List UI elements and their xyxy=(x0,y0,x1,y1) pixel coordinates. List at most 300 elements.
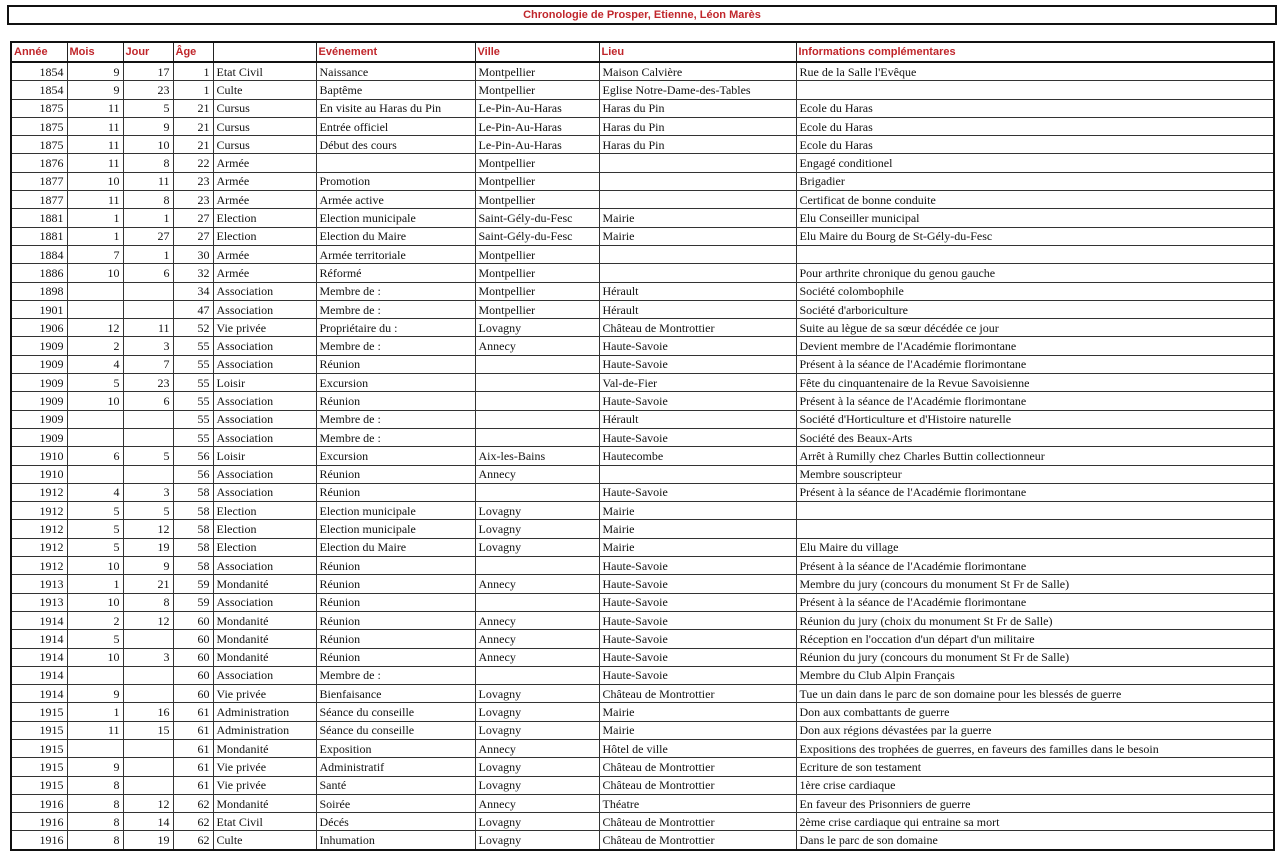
cell-informations: Ecole du Haras xyxy=(796,99,1274,117)
cell-jour xyxy=(123,685,173,703)
cell-jour: 3 xyxy=(123,648,173,666)
cell-annee: 1914 xyxy=(11,630,67,648)
header-mois: Mois xyxy=(67,42,123,62)
cell-ville xyxy=(475,355,599,373)
table-row xyxy=(11,227,1274,245)
cell-mois: 5 xyxy=(67,538,123,556)
cell-age: 21 xyxy=(173,117,213,135)
cell-informations: Elu Maire du Bourg de St-Gély-du-Fesc xyxy=(796,227,1274,245)
cell-annee: 1914 xyxy=(11,666,67,684)
cell-informations: 2ème crise cardiaque qui entraine sa mort xyxy=(796,813,1274,831)
cell-informations: Membre souscripteur xyxy=(796,465,1274,483)
cell-mois: 1 xyxy=(67,703,123,721)
cell-ville xyxy=(475,374,599,392)
cell-age: 58 xyxy=(173,502,213,520)
cell-evenement: Réunion xyxy=(316,630,475,648)
cell-mois: 9 xyxy=(67,81,123,99)
cell-ville: Lovagny xyxy=(475,319,599,337)
cell-age: 55 xyxy=(173,392,213,410)
cell-ville xyxy=(475,410,599,428)
cell-categorie: Mondanité xyxy=(213,611,316,629)
table-row xyxy=(11,557,1274,575)
cell-categorie: Mondanité xyxy=(213,630,316,648)
cell-annee: 1898 xyxy=(11,282,67,300)
cell-informations: Suite au lègue de sa sœur décédée ce jour xyxy=(796,319,1274,337)
cell-age: 61 xyxy=(173,758,213,776)
cell-jour: 12 xyxy=(123,794,173,812)
cell-categorie: Armée xyxy=(213,172,316,190)
cell-categorie: Association xyxy=(213,483,316,501)
cell-evenement: Election municipale xyxy=(316,209,475,227)
cell-evenement: Réunion xyxy=(316,611,475,629)
cell-categorie: Mondanité xyxy=(213,794,316,812)
cell-mois: 1 xyxy=(67,209,123,227)
cell-ville: Montpellier xyxy=(475,245,599,263)
cell-mois: 5 xyxy=(67,630,123,648)
cell-evenement: Réunion xyxy=(316,593,475,611)
cell-evenement: Excursion xyxy=(316,447,475,465)
header-row xyxy=(11,42,1274,62)
cell-informations: Don aux régions dévastées par la guerre xyxy=(796,721,1274,739)
cell-evenement: Armée active xyxy=(316,191,475,209)
cell-lieu: Haute-Savoie xyxy=(599,392,796,410)
cell-ville: Annecy xyxy=(475,611,599,629)
cell-lieu: Haute-Savoie xyxy=(599,648,796,666)
cell-age: 62 xyxy=(173,831,213,850)
cell-lieu xyxy=(599,154,796,172)
table-row xyxy=(11,813,1274,831)
cell-mois: 6 xyxy=(67,447,123,465)
cell-mois: 9 xyxy=(67,758,123,776)
cell-mois: 5 xyxy=(67,374,123,392)
cell-informations xyxy=(796,81,1274,99)
cell-informations: Brigadier xyxy=(796,172,1274,190)
cell-ville: Annecy xyxy=(475,575,599,593)
cell-informations: Ecriture de son testament xyxy=(796,758,1274,776)
cell-informations: Dans le parc de son domaine xyxy=(796,831,1274,850)
cell-annee: 1916 xyxy=(11,831,67,850)
cell-categorie: Association xyxy=(213,593,316,611)
cell-evenement: Exposition xyxy=(316,739,475,757)
cell-jour: 7 xyxy=(123,355,173,373)
cell-age: 21 xyxy=(173,136,213,154)
cell-mois: 8 xyxy=(67,831,123,850)
cell-age: 21 xyxy=(173,99,213,117)
cell-evenement: Réunion xyxy=(316,557,475,575)
cell-jour xyxy=(123,410,173,428)
cell-ville: Lovagny xyxy=(475,758,599,776)
cell-categorie: Mondanité xyxy=(213,575,316,593)
cell-age: 58 xyxy=(173,538,213,556)
cell-annee: 1912 xyxy=(11,557,67,575)
cell-jour: 9 xyxy=(123,117,173,135)
cell-annee: 1915 xyxy=(11,739,67,757)
cell-informations: Ecole du Haras xyxy=(796,136,1274,154)
cell-evenement: Soirée xyxy=(316,794,475,812)
table-row xyxy=(11,374,1274,392)
cell-lieu: Val-de-Fier xyxy=(599,374,796,392)
cell-informations: Réunion du jury (concours du monument St Fr de Salle) xyxy=(796,648,1274,666)
cell-categorie: Association xyxy=(213,465,316,483)
cell-evenement: Réformé xyxy=(316,264,475,282)
cell-annee: 1916 xyxy=(11,813,67,831)
cell-lieu: Haute-Savoie xyxy=(599,337,796,355)
header-annee: Année xyxy=(11,42,67,62)
cell-age: 47 xyxy=(173,300,213,318)
cell-evenement: Excursion xyxy=(316,374,475,392)
cell-jour: 8 xyxy=(123,593,173,611)
cell-categorie: Administration xyxy=(213,703,316,721)
cell-age: 60 xyxy=(173,648,213,666)
cell-mois: 2 xyxy=(67,611,123,629)
cell-jour: 10 xyxy=(123,136,173,154)
cell-lieu: Haras du Pin xyxy=(599,136,796,154)
cell-evenement: En visite au Haras du Pin xyxy=(316,99,475,117)
cell-lieu xyxy=(599,465,796,483)
cell-age: 34 xyxy=(173,282,213,300)
cell-age: 55 xyxy=(173,410,213,428)
cell-informations: Expositions des trophées de guerres, en faveurs des familles dans le besoin xyxy=(796,739,1274,757)
cell-ville: Annecy xyxy=(475,630,599,648)
table-row xyxy=(11,648,1274,666)
cell-annee: 1909 xyxy=(11,410,67,428)
table-row xyxy=(11,593,1274,611)
cell-mois xyxy=(67,410,123,428)
table-row xyxy=(11,154,1274,172)
cell-age: 23 xyxy=(173,172,213,190)
cell-lieu: Haras du Pin xyxy=(599,99,796,117)
cell-categorie: Etat Civil xyxy=(213,813,316,831)
cell-age: 62 xyxy=(173,813,213,831)
cell-ville: Annecy xyxy=(475,648,599,666)
cell-informations: Société des Beaux-Arts xyxy=(796,428,1274,446)
cell-jour: 17 xyxy=(123,62,173,81)
cell-ville: Lovagny xyxy=(475,703,599,721)
cell-lieu: Haute-Savoie xyxy=(599,428,796,446)
cell-lieu: Château de Montrottier xyxy=(599,685,796,703)
table-row xyxy=(11,630,1274,648)
cell-age: 61 xyxy=(173,739,213,757)
table-row xyxy=(11,447,1274,465)
cell-annee: 1913 xyxy=(11,593,67,611)
header-age: Âge xyxy=(173,42,213,62)
cell-mois: 11 xyxy=(67,721,123,739)
cell-informations: Présent à la séance de l'Académie florimontane xyxy=(796,483,1274,501)
cell-annee: 1913 xyxy=(11,575,67,593)
cell-evenement: Réunion xyxy=(316,648,475,666)
cell-annee: 1876 xyxy=(11,154,67,172)
cell-jour: 27 xyxy=(123,227,173,245)
cell-ville: Lovagny xyxy=(475,776,599,794)
cell-lieu: Théatre xyxy=(599,794,796,812)
cell-age: 58 xyxy=(173,483,213,501)
cell-jour: 23 xyxy=(123,374,173,392)
cell-mois: 10 xyxy=(67,392,123,410)
cell-annee: 1914 xyxy=(11,685,67,703)
header-ville: Ville xyxy=(475,42,599,62)
cell-lieu: Château de Montrottier xyxy=(599,813,796,831)
document-title: Chronologie de Prosper, Etienne, Léon Marès xyxy=(7,5,1277,25)
table-row xyxy=(11,703,1274,721)
cell-evenement: Election du Maire xyxy=(316,538,475,556)
cell-ville: Le-Pin-Au-Haras xyxy=(475,136,599,154)
cell-annee: 1915 xyxy=(11,758,67,776)
cell-annee: 1906 xyxy=(11,319,67,337)
cell-categorie: Election xyxy=(213,227,316,245)
cell-ville: Lovagny xyxy=(475,520,599,538)
cell-informations: Rue de la Salle l'Evêque xyxy=(796,62,1274,81)
table-row xyxy=(11,62,1274,81)
table-row xyxy=(11,117,1274,135)
cell-mois: 10 xyxy=(67,593,123,611)
cell-lieu: Maison Calvière xyxy=(599,62,796,81)
cell-ville: Lovagny xyxy=(475,721,599,739)
cell-categorie: Association xyxy=(213,666,316,684)
cell-lieu: Château de Montrottier xyxy=(599,319,796,337)
cell-mois: 10 xyxy=(67,172,123,190)
cell-informations: Présent à la séance de l'Académie florimontane xyxy=(796,355,1274,373)
cell-jour: 8 xyxy=(123,191,173,209)
cell-jour: 19 xyxy=(123,831,173,850)
cell-annee: 1912 xyxy=(11,520,67,538)
table-row xyxy=(11,209,1274,227)
cell-evenement: Membre de : xyxy=(316,428,475,446)
cell-informations: Fête du cinquantenaire de la Revue Savoisienne xyxy=(796,374,1274,392)
cell-jour: 19 xyxy=(123,538,173,556)
cell-jour: 9 xyxy=(123,557,173,575)
table-row xyxy=(11,465,1274,483)
cell-ville: Montpellier xyxy=(475,172,599,190)
cell-ville: Lovagny xyxy=(475,685,599,703)
cell-age: 22 xyxy=(173,154,213,172)
cell-jour: 3 xyxy=(123,483,173,501)
table-row xyxy=(11,81,1274,99)
cell-age: 60 xyxy=(173,666,213,684)
cell-jour: 15 xyxy=(123,721,173,739)
cell-annee: 1881 xyxy=(11,227,67,245)
cell-annee: 1912 xyxy=(11,483,67,501)
cell-informations: Pour arthrite chronique du genou gauche xyxy=(796,264,1274,282)
cell-mois: 7 xyxy=(67,245,123,263)
cell-categorie: Cursus xyxy=(213,117,316,135)
cell-ville: Montpellier xyxy=(475,264,599,282)
cell-ville: Lovagny xyxy=(475,502,599,520)
cell-categorie: Cursus xyxy=(213,136,316,154)
cell-informations: Réception en l'occation d'un départ d'un militaire xyxy=(796,630,1274,648)
cell-categorie: Election xyxy=(213,520,316,538)
cell-informations xyxy=(796,502,1274,520)
cell-annee: 1854 xyxy=(11,81,67,99)
cell-jour: 6 xyxy=(123,392,173,410)
cell-annee: 1877 xyxy=(11,172,67,190)
cell-mois: 11 xyxy=(67,136,123,154)
cell-mois: 1 xyxy=(67,575,123,593)
cell-ville xyxy=(475,557,599,575)
cell-categorie: Mondanité xyxy=(213,648,316,666)
cell-categorie: Election xyxy=(213,538,316,556)
cell-annee: 1886 xyxy=(11,264,67,282)
cell-lieu: Eglise Notre-Dame-des-Tables xyxy=(599,81,796,99)
cell-categorie: Association xyxy=(213,557,316,575)
cell-age: 32 xyxy=(173,264,213,282)
table-row xyxy=(11,136,1274,154)
cell-annee: 1854 xyxy=(11,62,67,81)
cell-age: 56 xyxy=(173,447,213,465)
table-row xyxy=(11,758,1274,776)
cell-annee: 1875 xyxy=(11,117,67,135)
cell-lieu xyxy=(599,245,796,263)
cell-ville: Annecy xyxy=(475,739,599,757)
cell-jour: 5 xyxy=(123,502,173,520)
cell-informations: Tue un dain dans le parc de son domaine pour les blessés de guerre xyxy=(796,685,1274,703)
cell-lieu: Mairie xyxy=(599,502,796,520)
cell-ville: Lovagny xyxy=(475,831,599,850)
header-categorie xyxy=(213,42,316,62)
cell-age: 27 xyxy=(173,227,213,245)
cell-evenement: Décés xyxy=(316,813,475,831)
cell-categorie: Etat Civil xyxy=(213,62,316,81)
cell-lieu: Haute-Savoie xyxy=(599,630,796,648)
cell-jour: 8 xyxy=(123,154,173,172)
cell-categorie: Culte xyxy=(213,831,316,850)
cell-ville: Annecy xyxy=(475,337,599,355)
cell-age: 30 xyxy=(173,245,213,263)
cell-age: 60 xyxy=(173,611,213,629)
cell-age: 55 xyxy=(173,428,213,446)
cell-mois: 4 xyxy=(67,355,123,373)
cell-annee: 1909 xyxy=(11,337,67,355)
cell-informations: Devient membre de l'Académie florimontane xyxy=(796,337,1274,355)
cell-evenement: Propriétaire du : xyxy=(316,319,475,337)
cell-evenement: Membre de : xyxy=(316,337,475,355)
cell-annee: 1875 xyxy=(11,136,67,154)
cell-annee: 1915 xyxy=(11,703,67,721)
cell-annee: 1909 xyxy=(11,355,67,373)
cell-informations: Ecole du Haras xyxy=(796,117,1274,135)
cell-categorie: Association xyxy=(213,300,316,318)
cell-categorie: Armée xyxy=(213,154,316,172)
cell-age: 55 xyxy=(173,374,213,392)
cell-annee: 1914 xyxy=(11,611,67,629)
cell-annee: 1910 xyxy=(11,447,67,465)
cell-age: 1 xyxy=(173,62,213,81)
cell-evenement: Réunion xyxy=(316,483,475,501)
table-row xyxy=(11,99,1274,117)
cell-annee: 1877 xyxy=(11,191,67,209)
table-row xyxy=(11,831,1274,850)
cell-mois: 8 xyxy=(67,813,123,831)
cell-evenement: Réunion xyxy=(316,465,475,483)
cell-evenement: Membre de : xyxy=(316,282,475,300)
cell-annee: 1909 xyxy=(11,392,67,410)
cell-evenement: Administratif xyxy=(316,758,475,776)
cell-lieu: Haute-Savoie xyxy=(599,593,796,611)
cell-mois: 12 xyxy=(67,319,123,337)
cell-categorie: Vie privée xyxy=(213,758,316,776)
cell-evenement: Membre de : xyxy=(316,666,475,684)
cell-jour: 21 xyxy=(123,575,173,593)
cell-jour xyxy=(123,465,173,483)
cell-evenement: Baptême xyxy=(316,81,475,99)
table-row xyxy=(11,520,1274,538)
cell-informations: Engagé conditionel xyxy=(796,154,1274,172)
cell-mois: 5 xyxy=(67,520,123,538)
table-row xyxy=(11,776,1274,794)
cell-ville: Saint-Gély-du-Fesc xyxy=(475,209,599,227)
cell-lieu xyxy=(599,191,796,209)
table-row xyxy=(11,502,1274,520)
cell-mois: 10 xyxy=(67,264,123,282)
cell-informations: Société colombophile xyxy=(796,282,1274,300)
cell-jour: 11 xyxy=(123,172,173,190)
cell-age: 59 xyxy=(173,593,213,611)
cell-ville xyxy=(475,392,599,410)
cell-annee: 1909 xyxy=(11,428,67,446)
cell-jour: 6 xyxy=(123,264,173,282)
cell-categorie: Association xyxy=(213,282,316,300)
cell-ville: Aix-les-Bains xyxy=(475,447,599,465)
cell-ville: Montpellier xyxy=(475,300,599,318)
cell-age: 52 xyxy=(173,319,213,337)
cell-evenement: Bienfaisance xyxy=(316,685,475,703)
table-row xyxy=(11,319,1274,337)
cell-categorie: Vie privée xyxy=(213,685,316,703)
cell-categorie: Election xyxy=(213,502,316,520)
cell-informations: Elu Maire du village xyxy=(796,538,1274,556)
cell-lieu: Haras du Pin xyxy=(599,117,796,135)
cell-jour xyxy=(123,666,173,684)
cell-lieu: Mairie xyxy=(599,520,796,538)
cell-ville xyxy=(475,593,599,611)
cell-evenement: Naissance xyxy=(316,62,475,81)
header-lieu: Lieu xyxy=(599,42,796,62)
cell-age: 59 xyxy=(173,575,213,593)
table-row xyxy=(11,191,1274,209)
cell-mois xyxy=(67,465,123,483)
cell-annee: 1914 xyxy=(11,648,67,666)
header-evenement: Evénement xyxy=(316,42,475,62)
cell-age: 60 xyxy=(173,630,213,648)
table-row xyxy=(11,282,1274,300)
cell-informations: Réunion du jury (choix du monument St Fr de Salle) xyxy=(796,611,1274,629)
cell-categorie: Armée xyxy=(213,264,316,282)
cell-ville xyxy=(475,666,599,684)
cell-jour: 1 xyxy=(123,209,173,227)
cell-annee: 1901 xyxy=(11,300,67,318)
cell-informations: Présent à la séance de l'Académie florimontane xyxy=(796,392,1274,410)
cell-evenement: Santé xyxy=(316,776,475,794)
cell-mois: 10 xyxy=(67,557,123,575)
cell-categorie: Vie privée xyxy=(213,776,316,794)
cell-categorie: Association xyxy=(213,428,316,446)
cell-ville xyxy=(475,483,599,501)
cell-categorie: Culte xyxy=(213,81,316,99)
cell-mois: 4 xyxy=(67,483,123,501)
cell-informations xyxy=(796,520,1274,538)
cell-mois: 10 xyxy=(67,648,123,666)
cell-annee: 1912 xyxy=(11,502,67,520)
cell-lieu xyxy=(599,172,796,190)
table-row xyxy=(11,300,1274,318)
table-row xyxy=(11,611,1274,629)
table-row xyxy=(11,245,1274,263)
cell-informations: 1ère crise cardiaque xyxy=(796,776,1274,794)
cell-jour xyxy=(123,776,173,794)
cell-mois: 11 xyxy=(67,154,123,172)
cell-evenement: Election municipale xyxy=(316,520,475,538)
cell-categorie: Association xyxy=(213,410,316,428)
cell-informations: Elu Conseiller municipal xyxy=(796,209,1274,227)
